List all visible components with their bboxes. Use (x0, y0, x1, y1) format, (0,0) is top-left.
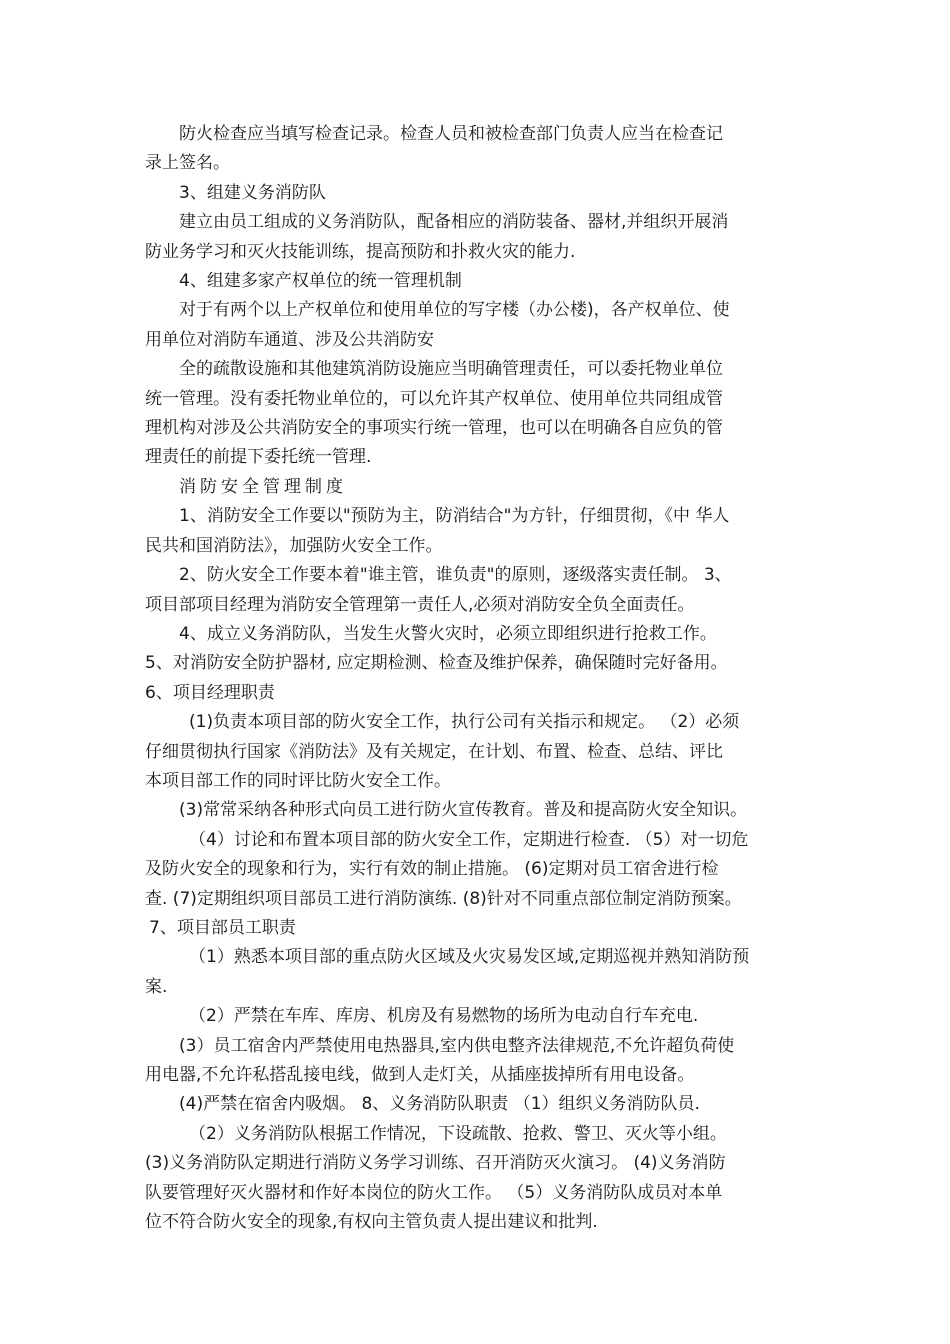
paragraph-line: (3）员工宿舍内严禁使用电热器具,室内供电整齐法律规范,不允许超负荷使 (179, 1035, 735, 1056)
section-heading: 6、项目经理职责 (145, 682, 275, 703)
paragraph-line: 位不符合防火安全的现象,有权向主管负责人提出建议和批判. (145, 1212, 598, 1233)
paragraph-line: 民共和国消防法》，加强防火安全工作。 (145, 535, 443, 556)
paragraph-line: 2、防火安全工作要本着"谁主管，谁负责"的原则，逐级落实责任制。 3、 (179, 565, 732, 586)
paragraph-line: 仔细贯彻执行国家《消防法》及有关规定，在计划、布置、检查、总结、评比 (145, 741, 723, 762)
paragraph-line: 1、消防安全工作要以"预防为主，防消结合"为方针，仔细贯彻，《中 华人 (179, 506, 730, 527)
paragraph-line: (1)负责本项目部的防火安全工作，执行公司有关指示和规定。 （2）必须 (189, 712, 740, 733)
paragraph-line: 录上签名。 (145, 153, 230, 174)
paragraph-line: （2）严禁在车库、库房、机房及有易燃物的场所为电动自行车充电. (189, 1006, 699, 1027)
paragraph-line: 理责任的前提下委托统一管理. (145, 447, 372, 468)
section-heading: 3、组建义务消防队 (179, 182, 326, 203)
paragraph-line: (3)义务消防队定期进行消防义务学习训练、召开消防灭火演习。 (4)义务消防 (145, 1153, 726, 1174)
paragraph-line: 建立由员工组成的义务消防队，配备相应的消防装备、器材,并组织开展消 (179, 212, 729, 233)
section-heading: 4、组建多家产权单位的统一管理机制 (179, 271, 462, 292)
paragraph-line: 项目部项目经理为消防安全管理第一责任人,必须对消防安全负全面责任。 (145, 594, 695, 615)
paragraph-line: 队要管理好灭火器材和作好本岗位的防火工作。 （5）义务消防队成员对本单 (145, 1182, 723, 1203)
paragraph-line: （2）义务消防队根据工作情况，下设疏散、抢救、警卫、灭火等小组。 (189, 1123, 727, 1144)
paragraph-line: 用电器,不允许私搭乱接电线，做到人走灯关，从插座拔掉所有用电设备。 (145, 1065, 695, 1085)
paragraph-line: 防业务学习和灭火技能训练，提高预防和扑救火灾的能力. (145, 241, 576, 262)
paragraph-line: (4)严禁在宿舍内吸烟。 8、义务消防队职责 （1）组织义务消防队员. (179, 1094, 700, 1115)
paragraph-line: 案. (145, 976, 168, 997)
paragraph-line: 5、对消防安全防护器材, 应定期检测、检查及维护保养，确保随时完好备用。 (145, 653, 728, 674)
paragraph-line: 全的疏散设施和其他建筑消防设施应当明确管理责任，可以委托物业单位 (179, 359, 723, 380)
paragraph-line: 防火检查应当填写检查记录。检查人员和被检查部门负责人应当在检查记 (179, 124, 723, 144)
paragraph-line: （1）熟悉本项目部的重点防火区域及火灾易发区域,定期巡视并熟知消防预 (189, 947, 750, 968)
paragraph-line: 4、成立义务消防队，当发生火警火灾时，必须立即组织进行抢救工作。 (179, 623, 717, 644)
document-body (145, 120, 817, 1237)
paragraph-line: 理机构对涉及公共消防安全的事项实行统一管理，也可以在明确各自应负的管 (145, 418, 723, 439)
paragraph-line: (3)常常采纳各种形式向员工进行防火宣传教育。普及和提高防火安全知识。 (179, 800, 748, 821)
paragraph-line: 用单位对消防车通道、涉及公共消防安 (145, 329, 434, 350)
paragraph-line: 统一管理。没有委托物业单位的，可以允许其产权单位、使用单位共同组成管 (145, 388, 723, 409)
paragraph-line: 及防火安全的现象和行为，实行有效的制止措施。 (6)定期对员工宿舍进行检 (145, 859, 719, 880)
paragraph-line: 本项目部工作的同时评比防火安全工作。 (145, 770, 451, 791)
paragraph-line: 对于有两个以上产权单位和使用单位的写字楼（办公楼)，各产权单位、使 (179, 300, 730, 321)
paragraph-line: （4）讨论和布置本项目部的防火安全工作，定期进行检查. （5）对一切危 (189, 829, 749, 850)
section-heading: 7、项目部员工职责 (149, 917, 296, 938)
paragraph-line: 查. (7)定期组织项目部员工进行消防演练. (8)针对不同重点部位制定消防预案。 (145, 888, 742, 909)
section-title: 消防安全管理制度 (179, 476, 347, 497)
